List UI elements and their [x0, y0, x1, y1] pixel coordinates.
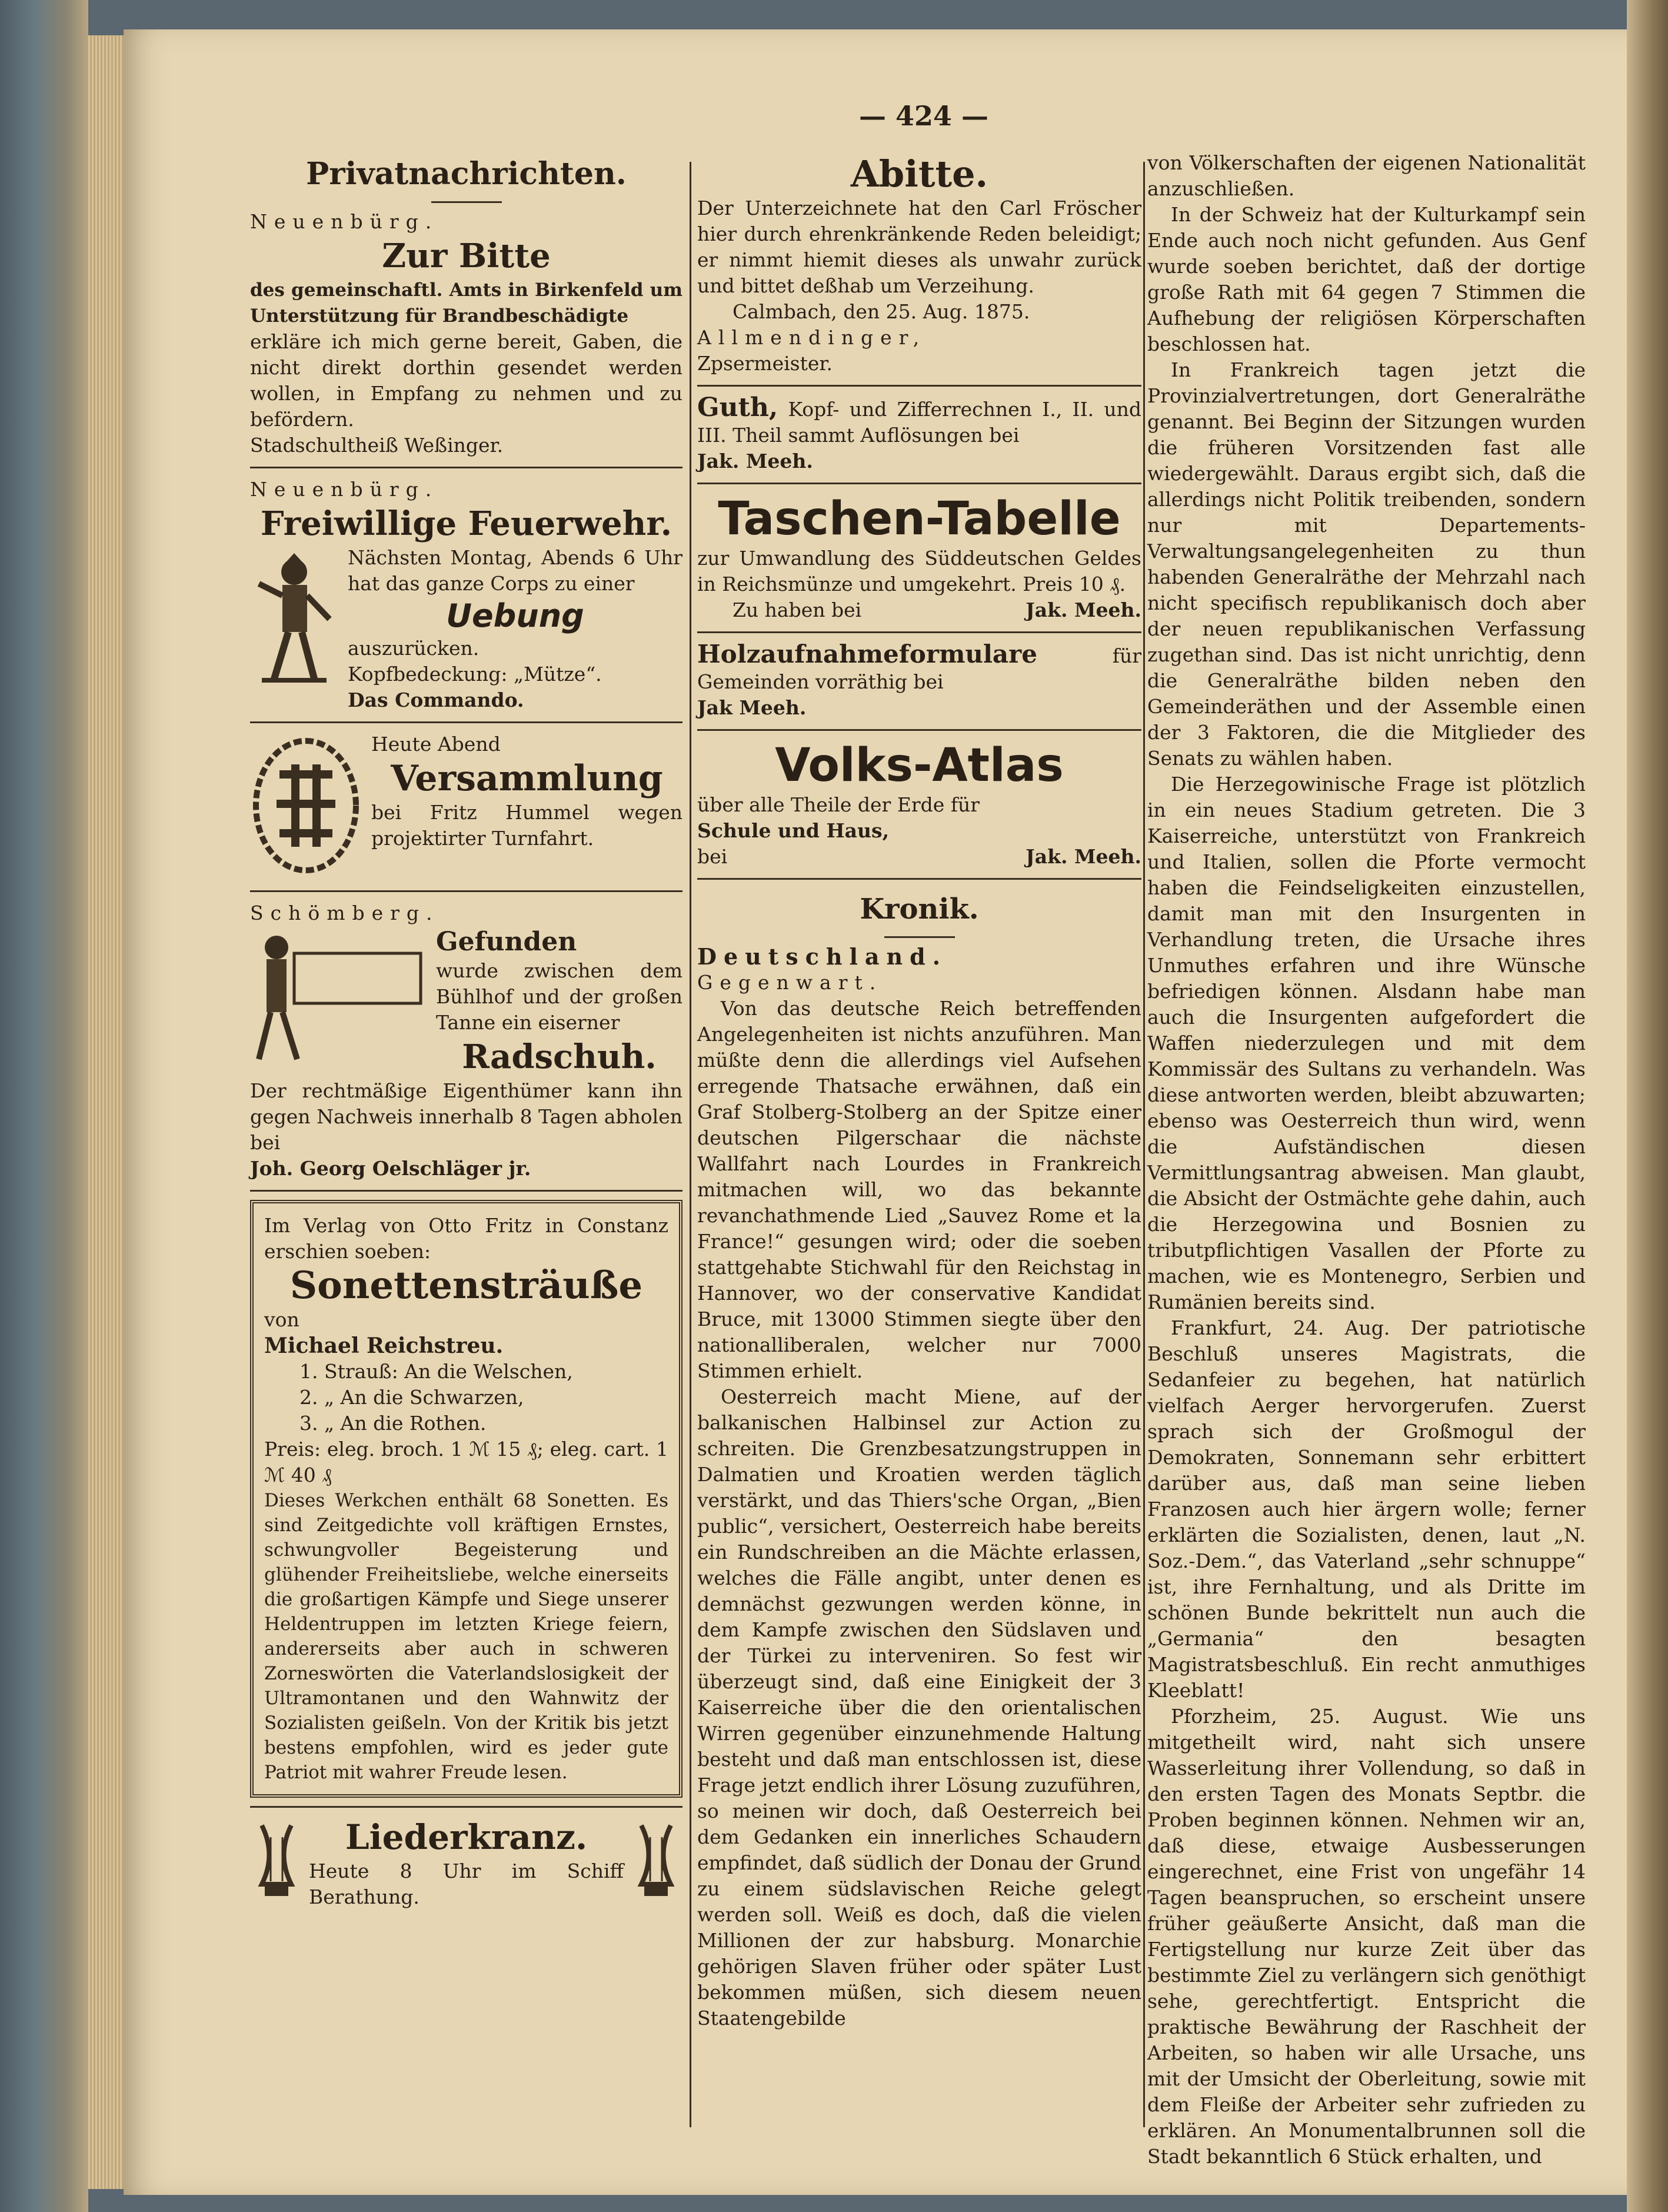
- column-3: [1147, 150, 1586, 2170]
- ad-item: 1. Strauß: An die Welschen,: [299, 1360, 573, 1383]
- ad-von: von: [264, 1308, 299, 1331]
- divider: [697, 385, 1141, 387]
- divider: [884, 936, 955, 938]
- ad-body: über alle Theile der Erde für: [697, 793, 980, 816]
- ad-place: Neuenbürg.: [250, 478, 439, 501]
- next-page-edge: [1627, 0, 1668, 2212]
- divider: [697, 483, 1141, 484]
- article-paragraph: Pforzheim, 25. August. Wie uns mitgetheilt wird, naht sich unsere Wasserleitung ihrer Vollendung, so daß in den ersten Tagen des Monats Septbr. die Proben beginnen können. Nehmen wir an, daß diese, etwaige Ausbesserungen eingerechnet, eine Frist von ungefähr 14 Tagen beanspruchen, so erscheint unsere früher geäußerte Ansicht, daß man die Fertigstellung nur kurze Zeit über das bestimmte Ziel zu verlängern sich genöthigt sehe, gerechtfertigt. Entspricht die praktische Bewährung der Raschheit der Arbeiten, so haben wir alle Ursache, uns mit der Umsicht der Oberleitung, sowie mit dem Fleiße der Arbeiter sehr zufrieden zu erklären. An Monumentalbrunnen soll die Stadt bekanntlich 6 Stück erhalten, und: [1147, 1705, 1586, 2168]
- ad-body: zur Umwandlung des Süddeutschen Geldes in Reichsmünze und umgekehrt. Preis 10 ₰.: [697, 547, 1141, 596]
- ad-signature: Joh. Georg Oelschläger jr.: [250, 1157, 531, 1180]
- article-paragraph: Von das deutsche Reich betreffenden Angelegenheiten ist nichts anzuführen. Man müßte denn die allerdings viel Aufsehen erregende Thatsache erwähnen, daß ein Graf Stolberg-Stolberg an der Spitze einer deutschen Pilgerschaar die nächste Wallfahrt nach Lourdes in Frankreich mitmachen will, wo das bekannte revanchathmende Lied „Sauvez Rome et la France!“ gesungen wird; oder die soeben stattgehabte Stichwahl für den Reichstag in Hannover, wo der conservative Kandidat Bruce, mit 13000 Stimmen siegte über den nationalliberalen, welcher nur 7000 Stimmen erhielt.: [697, 997, 1141, 1382]
- column-rule-right: [1143, 162, 1145, 2127]
- ad-title: Radschuh.: [462, 1037, 657, 1076]
- page-number: — 424 —: [858, 100, 989, 132]
- ad-body: Der rechtmäßige Eigenthümer kann ihn gegen Nachweis innerhalb 8 Tagen abholen bei: [250, 1079, 682, 1154]
- ad-feuerwehr: [250, 477, 682, 713]
- ad-title: Volks-Atlas: [775, 739, 1064, 792]
- turner-emblem-icon: [250, 735, 362, 879]
- ad-taschen-tabelle: [697, 493, 1141, 623]
- ad-body: Der Unterzeichnete hat den Carl Fröscher hier durch ehrenkränkende Reden beleidigt; er nimmt hiemit dieses als unwahr zurück und bittet deßhab um Verzeihung.: [697, 197, 1141, 297]
- ad-signature: Stadschultheiß Weßinger.: [250, 434, 504, 457]
- column-2: [697, 153, 1141, 2031]
- ad-bold-text: des gemeinschaftl. Amts in Birkenfeld um Unterstützung für Brandbeschädigte: [250, 280, 682, 327]
- column-1: [250, 153, 682, 1910]
- lyre-icon: [256, 1820, 297, 1904]
- ad-body: erkläre ich mich gerne bereit, Gaben, die nicht direkt dorthin gesendet werden wollen, in Empfang zu nehmen und zu befördern.: [250, 330, 682, 431]
- ad-item: 2. „ An die Schwarzen,: [299, 1386, 524, 1409]
- ad-where: Zu haben bei: [733, 598, 862, 621]
- ad-intro: Im Verlag von Otto Fritz in Constanz erschien soeben:: [264, 1214, 668, 1263]
- divider: [697, 878, 1141, 880]
- ad-signature: Jak Meeh.: [697, 696, 807, 719]
- divider: [250, 1806, 682, 1808]
- ad-title: Abitte.: [850, 152, 988, 195]
- ad-body: Heute 8 Uhr im Schiff Berathung.: [309, 1860, 624, 1908]
- ad-liederkranz: [250, 1816, 682, 1910]
- divider: [697, 729, 1141, 731]
- ad-guth: [697, 392, 1142, 474]
- ad-dateline: Calmbach, den 25. Aug. 1875.: [733, 300, 1030, 323]
- article-paragraph: von Völkerschaften der eigenen Nationalität anzuschließen.: [1147, 151, 1586, 200]
- ad-title: Taschen-Tabelle: [718, 493, 1121, 545]
- ad-body: Dieses Werkchen enthält 68 Sonetten. Es sind Zeitgedichte voll kräftigen Ernstes, schwungvoller Begeisterung und glühender Freiheitsliebe, welche einerseits die großartigen Kämpfe und Siege unserer Heldentruppen im letzten Kriege feiern, andererseits aber auch in schweren Zorneswörten die Vaterlandslosigkeit der Ultramontanen und den Wahnwitz der Sozialisten geißeln. Von der Kritik bis jetzt bestens empfohlen, wird es jeder gute Patriot mit wahrer Freude lesen.: [264, 1490, 668, 1783]
- kronik-subheading: Deutschland.: [697, 943, 947, 970]
- privatnachrichten-heading: Privatnachrichten.: [306, 156, 627, 192]
- ad-title: Zur Bitte: [382, 237, 551, 275]
- ad-volks-atlas: [697, 739, 1141, 870]
- ad-holzaufnahme: [697, 641, 1141, 721]
- ad-signature: Allmendinger,: [697, 326, 927, 349]
- ad-where: bei: [697, 845, 728, 868]
- firefighter-illustration: [250, 548, 338, 692]
- kronik-heading: Kronik.: [860, 893, 979, 926]
- divider: [250, 1190, 682, 1192]
- ad-place: Neuenbürg.: [250, 210, 439, 233]
- ad-body: Nächsten Montag, Abends 6 Uhr hat das ganze Corps zu einer: [348, 546, 682, 595]
- ad-signature: Das Commando.: [348, 688, 524, 711]
- article-paragraph: In Frankreich tagen jetzt die Provinzialvertretungen, dort Generalräthe genannt. Bei Beginn der Sitzungen wurden die früheren Vorsitzenden fast alle wiedergewählt. Daraus ergibt sich, daß die allerdings nicht Politik treibenden, sondern nur mit Departements-Verwaltungsangelegenheiten zu thun habenden Generalräthe der Mehrzahl nach nicht specifisch republikanisch doch aber der neuen republikanischen Verfassung zugethan sind. Das ist nicht unrichtig, denn die Generalräthe bilden neben den Gemeinderäthen und der Assemble einen der 3 Faktoren, die die Mitglieder des Senats zu wählen haben.: [1147, 358, 1586, 770]
- ad-gefunden: [250, 900, 682, 1182]
- ad-body: auszurücken.: [348, 637, 480, 660]
- ad-body: wurde zwischen dem Bühlhof und der großen Tanne ein eiserner: [436, 959, 682, 1034]
- ad-signature: Jak. Meeh.: [1026, 845, 1141, 868]
- ad-bold-text: Schule und Haus,: [697, 819, 890, 842]
- divider: [250, 890, 682, 892]
- book-spine-edge: [0, 0, 88, 2212]
- ad-item: 3. „ An die Rothen.: [299, 1412, 487, 1435]
- article-paragraph: In der Schweiz hat der Kulturkampf sein Ende auch noch nicht gefunden. Aus Genf wurde soeben berichtet, daß der dortige große Rath mit 64 gegen 7 Stimmen die Aufhebung der religiösen Körperschaften beschlossen hat.: [1147, 203, 1586, 355]
- ad-pre: Heute Abend: [371, 733, 501, 756]
- ad-line: Kopfbedeckung: „Mütze“.: [348, 663, 602, 686]
- ad-title: Freiwillige Feuerwehr.: [260, 504, 672, 543]
- divider: [431, 201, 502, 203]
- page-stack-edge: [88, 35, 124, 2189]
- ad-lead: Guth,: [697, 392, 778, 423]
- ad-signature: Jak. Meeh.: [697, 450, 813, 473]
- ad-lead: Holzaufnahmeformulare: [697, 640, 1037, 668]
- ad-signature: Zpsermeister.: [697, 352, 833, 375]
- ad-body: bei Fritz Hummel wegen projektirter Turnfahrt.: [371, 801, 682, 850]
- ad-title: Sonettensträuße: [289, 1263, 643, 1308]
- ad-title: Versammlung: [391, 758, 663, 799]
- divider: [250, 467, 682, 468]
- ad-title: Liederkranz.: [345, 1817, 588, 1857]
- ad-body: für Gemeinden vorräthig bei: [697, 644, 1141, 693]
- article-paragraph: Oesterreich macht Miene, auf der balkanischen Halbinsel zur Action zu schreiten. Die Grenzbesatzungstruppen in Dalmatien und Kroatien werden täglich verstärkt, und das Thiers'sche Organ, „Bien public“, versichert, Oesterreich habe bereits ein Rundschreiben an die Mächte erlassen, welches die Fälle angibt, unter denen es demnächst gezwungen werden könne, in dem Kampfe zwischen den Südslaven und der Türkei zu interveniren. So fest wir überzeugt sind, daß eine Einigkeit der 3 Kaiserreiche über die den orientalischen Wirren gegenüber einzunehmende Haltung besteht und daß man entschlossen ist, diese Frage jetzt endlich ihrer Lösung zuzuführen, so meinen wir doch, daß Oesterreich bei dem Gedanken ein innerliches Schaudern empfindet, daß südlich der Donau der Grund zu einem südslavischen Reiche gelegt werden soll. Weiß es doch, daß die vielen Millionen der zur habsburg. Monarchie gehörigen Slaven früher oder später Lust bekommen müßen, sich diesem neuen Staatengebilde: [697, 1385, 1141, 2030]
- ad-versammlung: [250, 731, 682, 882]
- ad-body: Kopf- und Zifferrechnen I., II. und III. Theil sammt Auflösungen bei: [697, 398, 1142, 447]
- gefunden-badge: Gefunden: [436, 927, 577, 957]
- ad-signature: Jak. Meeh.: [1026, 598, 1141, 621]
- lyre-icon: [635, 1820, 677, 1904]
- article-paragraph: Die Herzegowinische Frage ist plötzlich in ein neues Stadium getreten. Die 3 Kaiserreiche, unterstützt von Frankreich und Italien, sollen die Pforte vermocht haben die Feindseligkeiten einzustellen, damit man mit den Insurgenten in Verhandlung treten, die Ursache ihres Unmuthes erfahren und ihre Wünsche befriedigen können. Alsdann habe man auch die Insurgenten aufgefordert die Waffen niederzulegen und mit dem Kommissär des Sultans zu verhandeln. Was diese antworten werden, bleibt abzuwarten; ebenso was Oesterreich thun wird, wenn die Aufständischen diesen Vermittlungsantrag abweisen. Man glaubt, die Absicht der Ostmächte gehe dahin, auch die Herzegowina und Bosnien zu tributpflichtigen Vasallen der Pforte zu machen, wie es Montenegro, Serbien und Rumänien bereits sind.: [1147, 773, 1586, 1313]
- divider: [697, 631, 1141, 633]
- kronik-section: [697, 888, 1141, 2031]
- ad-zur-bitte: [250, 209, 682, 458]
- article-paragraph: Frankfurt, 24. Aug. Der patriotische Beschluß unseres Magistrats, die Sedanfeier zu begehen, hat natürlich vielfach Aerger hervorgerufen. Zuerst sprach sich der Großmogul der Demokraten, Sonnemann sehr erbittert darüber aus, daß man seine lieben Franzosen auch hier ärgern wolle; ferner erklärten die Sozialisten, denen, laut „N. Soz.-Dem.“, das Vaterland „sehr schnuppe“ ist, ihre Fernhaltung, und als Dritte im schönen Bunde bekrittelt nun auch die „Germania“ den besagten Magistratsbeschluß. Ein recht anmuthiges Kleeblatt!: [1147, 1316, 1586, 1702]
- ad-author: Michael Reichstreu.: [264, 1333, 504, 1358]
- ad-sonettenstraeusse: [250, 1200, 682, 1798]
- ad-big-word: Uebung: [446, 597, 584, 634]
- divider: [250, 721, 682, 723]
- ad-abitte: [697, 153, 1141, 377]
- kronik-subheading: Gegenwart.: [697, 971, 883, 994]
- ad-price: Preis: eleg. broch. 1 ℳ 15 ₰; eleg. cart. 1 ℳ 40 ₰: [264, 1438, 668, 1486]
- column-rule-left: [690, 162, 691, 2127]
- ad-place: Schömberg.: [250, 902, 440, 924]
